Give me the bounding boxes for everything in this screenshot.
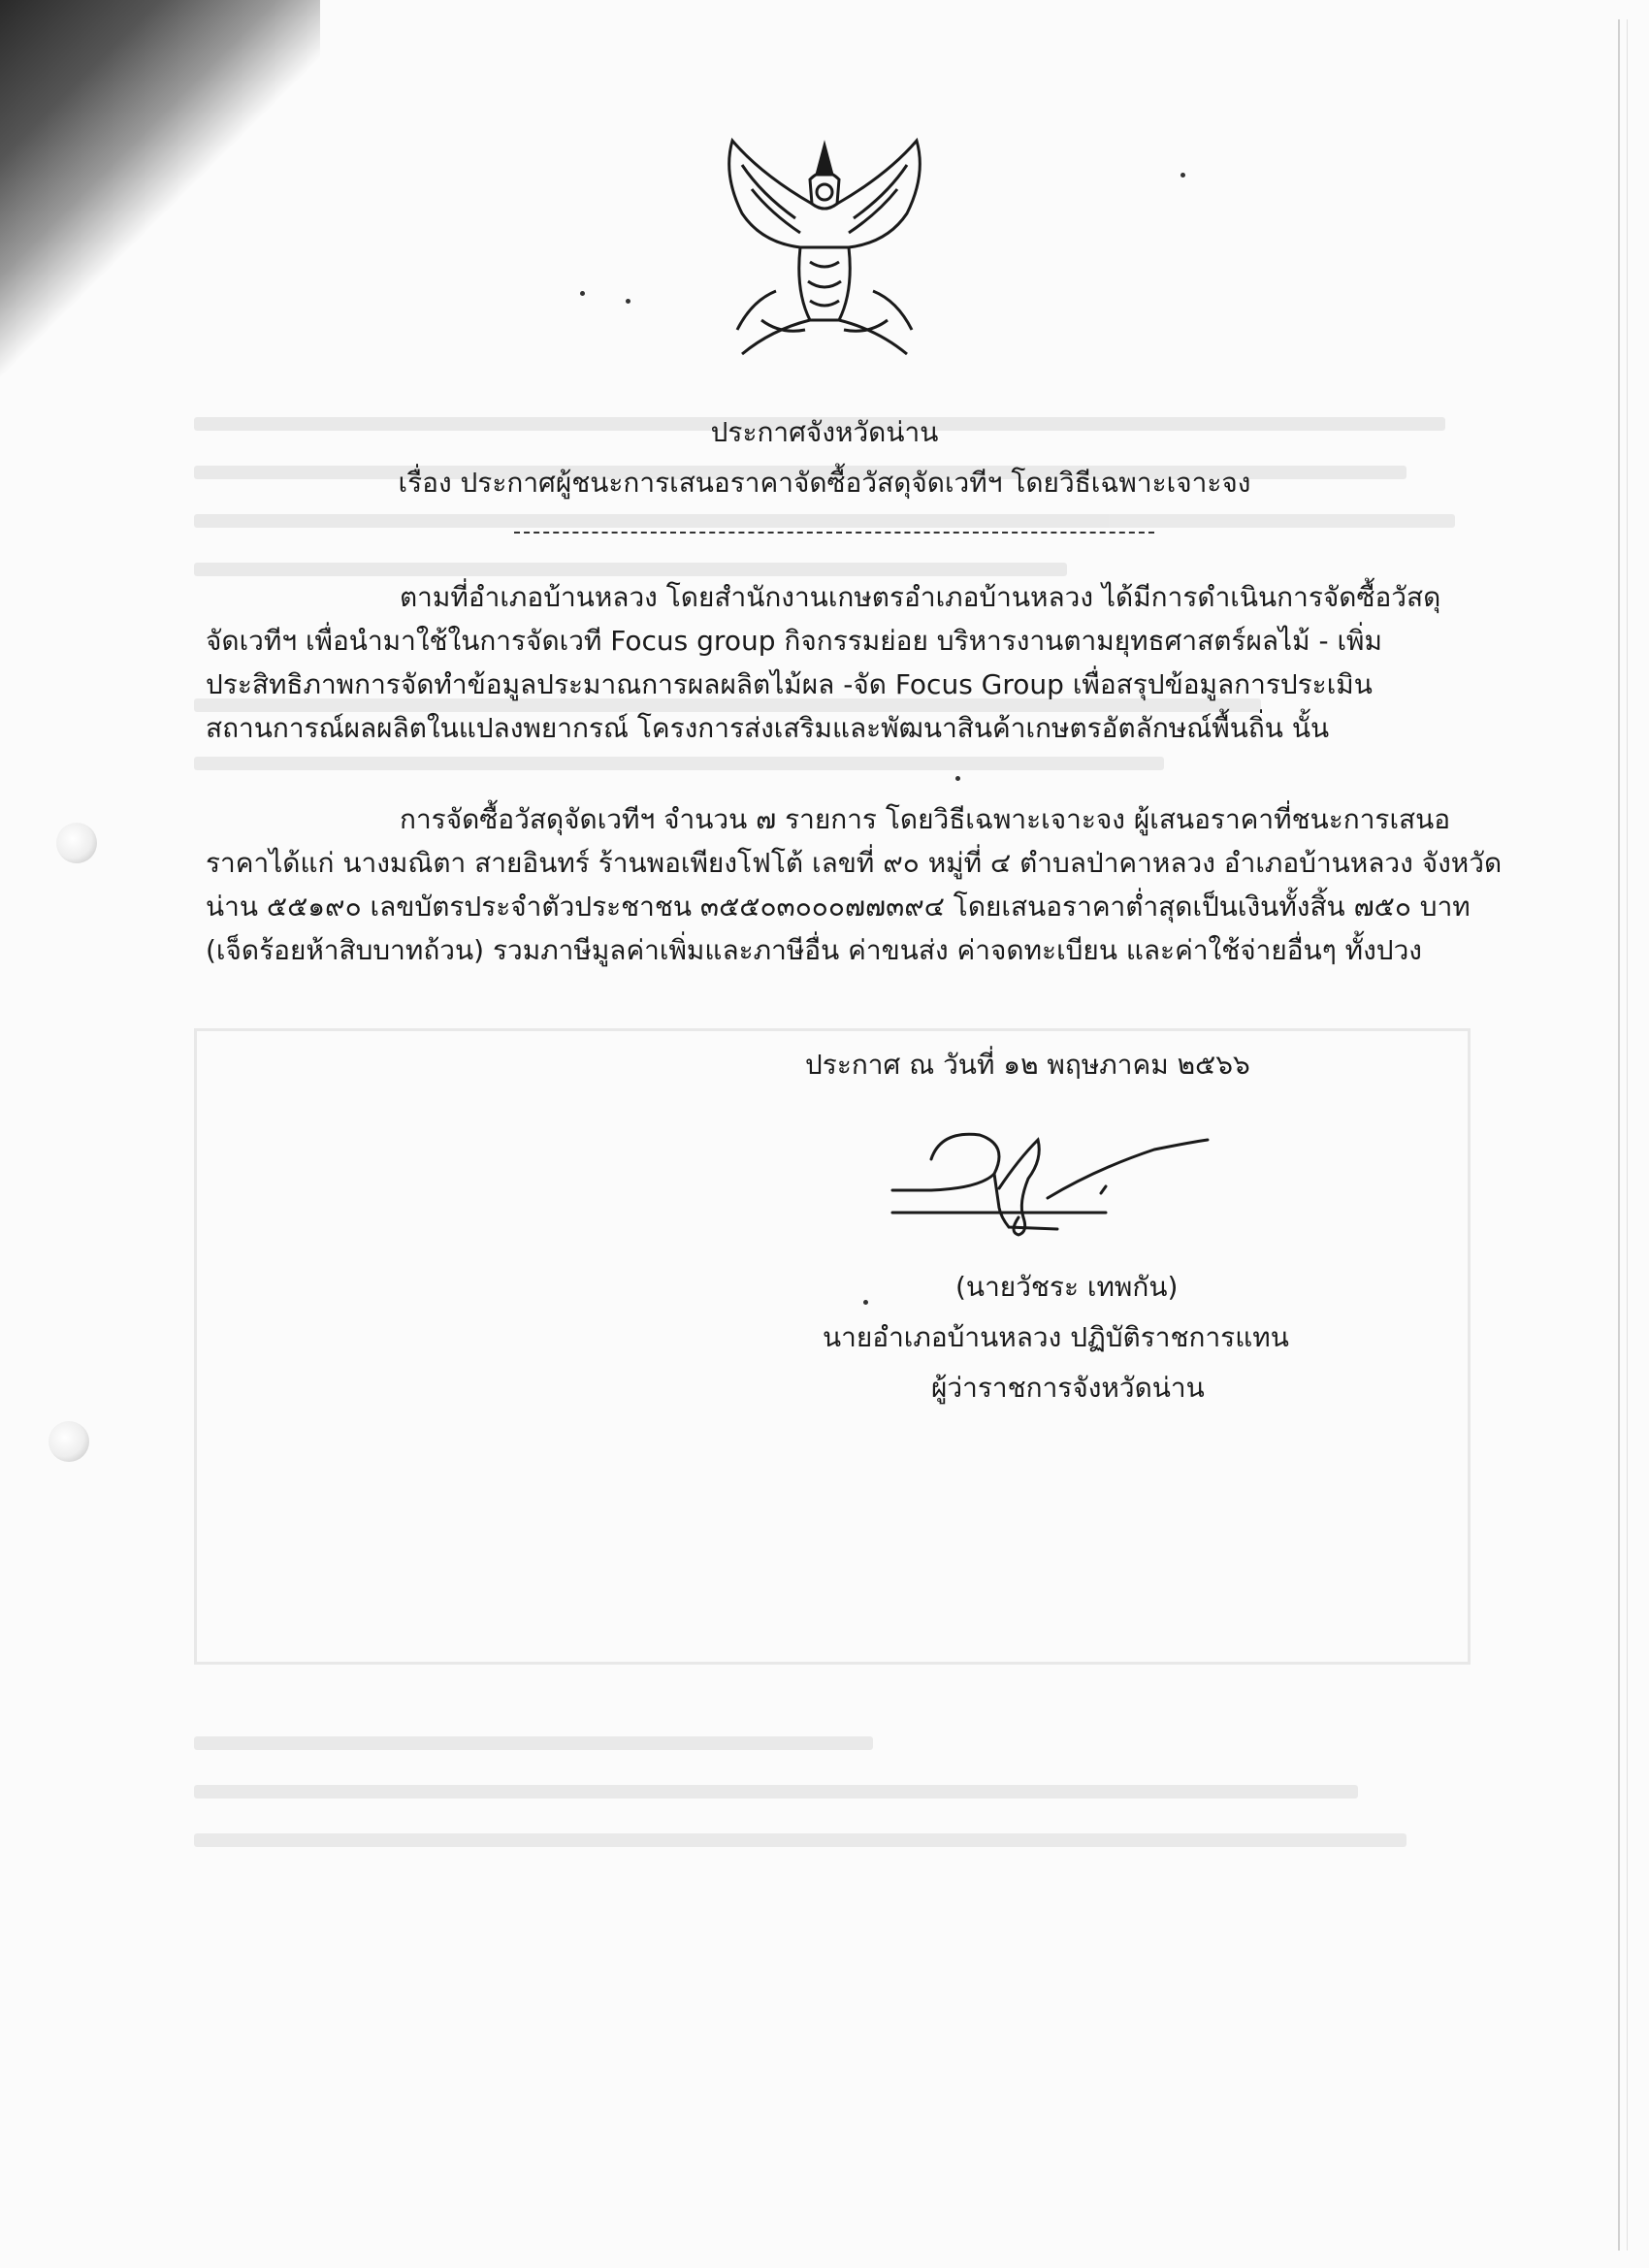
signer-on-behalf: ผู้ว่าราชการจังหวัดน่าน: [931, 1372, 1205, 1404]
paragraph-award: [206, 797, 1503, 972]
handwritten-signature-icon: [873, 1120, 1319, 1256]
speck: [626, 299, 630, 304]
issuer-title: ประกาศจังหวัดน่าน: [710, 416, 939, 448]
paragraph-line: น่าน ๕๕๑๙๐ เลขบัตรประจำตัวประชาชน ๓๕๕๐๓๐๐๐๗๗๓๙๔ โดยเสนอราคาต่ำสุดเป็นเงินทั้งสิ้น ๗๕๐ บาท: [206, 891, 1471, 923]
paragraph-line: (เจ็ดร้อยห้าสิบบาทถ้วน) รวมภาษีมูลค่าเพิ่มและภาษีอื่น ค่าขนส่ง ค่าจดทะเบียน และค่าใช้จ่ายอื่นๆ ทั้งปวง: [206, 934, 1422, 966]
paragraph-line: ประสิทธิภาพการจัดทำข้อมูลประมาณการผลผลิตไม้ผล -จัด Focus Group เพื่อสรุปข้อมูลการประเมิน: [206, 668, 1373, 700]
paragraph-line: สถานการณ์ผลผลิตในแปลงพยากรณ์ โครงการส่งเสริมและพัฒนาสินค้าเกษตรอัตลักษณ์พื้นถิ่น นั้น: [206, 712, 1330, 744]
punch-hole: [48, 1421, 89, 1462]
announcement-date: ประกาศ ณ วันที่ ๑๒ พฤษภาคม ๒๕๖๖: [805, 1049, 1250, 1081]
signer-name: (นายวัชระ เทพกัน): [955, 1271, 1179, 1303]
page-edge-line-inner: [1627, 19, 1628, 2251]
page-edge-line: [1618, 19, 1620, 2251]
speck: [580, 291, 585, 296]
speck: [955, 776, 960, 781]
folded-corner-shadow: [0, 0, 320, 407]
signer-position: นายอำเภอบ้านหลวง ปฏิบัติราชการแทน: [823, 1321, 1289, 1353]
speck: [1180, 173, 1185, 178]
paragraph-line: ตามที่อำเภอบ้านหลวง โดยสำนักงานเกษตรอำเภอบ้านหลวง ได้มีการดำเนินการจัดซื้อวัสดุ: [400, 581, 1441, 613]
speck: [863, 1300, 868, 1305]
paragraph-line: จัดเวทีฯ เพื่อนำมาใช้ในการจัดเวที Focus group กิจกรรมย่อย บริหารงานตามยุทธศาสตร์ผลไม้ - เพิ่ม: [206, 625, 1382, 657]
punch-hole: [56, 823, 97, 863]
paragraph-line: ราคาได้แก่ นางมณิตา สายอินทร์ ร้านพอเพียงโฟโต้ เลขที่ ๙๐ หมู่ที่ ๔ ตำบลป่าคาหลวง อำเภอบ้านหลวง จังหวัด: [206, 847, 1503, 879]
paragraph-background: [206, 575, 1447, 750]
document-subject: เรื่อง ประกาศผู้ชนะการเสนอราคาจัดซื้อวัสดุจัดเวทีฯ โดยวิธีเฉพาะเจาะจง: [398, 467, 1251, 499]
paragraph-line: การจัดซื้อวัสดุจัดเวทีฯ จำนวน ๗ รายการ โดยวิธีเฉพาะเจาะจง ผู้เสนอราคาที่ชนะการเสนอ: [400, 803, 1451, 835]
separator-line: [514, 532, 1154, 534]
garuda-emblem-icon: [703, 136, 946, 359]
